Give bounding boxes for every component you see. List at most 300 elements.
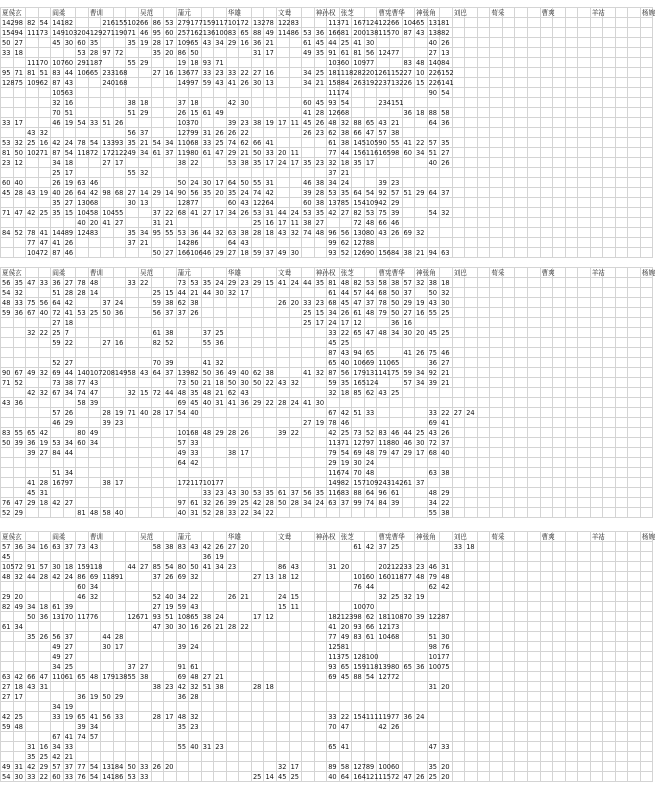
table-cell: 82 xyxy=(339,478,352,488)
table-cell xyxy=(515,148,528,158)
table-cell: 33 xyxy=(452,542,465,552)
table-cell xyxy=(465,572,478,582)
table-cell xyxy=(502,732,515,742)
table-cell xyxy=(314,478,327,488)
table-cell: 27 xyxy=(452,408,465,418)
table-cell xyxy=(377,682,390,692)
table-cell: 34 xyxy=(63,438,76,448)
table-cell: 62 xyxy=(427,582,440,592)
table-cell xyxy=(440,592,453,602)
table-cell: 32 xyxy=(314,368,327,378)
table-cell xyxy=(628,692,641,702)
table-cell: 31 xyxy=(38,488,51,498)
table-cell xyxy=(13,418,26,428)
table-cell: 100 xyxy=(378,762,391,771)
table-cell xyxy=(565,98,578,108)
table-cell: 37 xyxy=(63,542,76,552)
table-cell xyxy=(214,762,227,772)
table-cell: 234 xyxy=(378,98,391,107)
table-cell: 34 xyxy=(226,208,239,218)
table-cell xyxy=(615,68,628,78)
table-cell xyxy=(452,378,465,388)
header-cell xyxy=(251,268,264,278)
table-cell: 28 xyxy=(264,498,277,508)
table-cell xyxy=(289,672,302,682)
table-cell: 18 xyxy=(264,228,277,238)
table-cell: 34 xyxy=(389,328,402,338)
table-row xyxy=(1,88,653,98)
table-cell xyxy=(1,198,14,208)
table-cell: 59 xyxy=(1,308,14,318)
table-cell xyxy=(214,582,227,592)
table-cell xyxy=(277,672,290,682)
table-cell: 25 xyxy=(88,308,101,318)
table-cell xyxy=(327,572,340,582)
table-cell xyxy=(502,28,515,38)
table-cell xyxy=(590,418,603,428)
table-cell xyxy=(540,248,553,258)
table-cell: 33 xyxy=(327,712,340,722)
table-cell xyxy=(578,662,591,672)
table-cell xyxy=(640,652,653,662)
table-cell: 75 xyxy=(440,662,453,672)
table-cell: 28 xyxy=(226,622,239,632)
table-cell xyxy=(289,408,302,418)
table-cell xyxy=(364,318,377,328)
table-cell: 74 xyxy=(76,388,89,398)
table-cell xyxy=(477,702,490,712)
table-cell xyxy=(314,328,327,338)
table-cell: 54 xyxy=(427,208,440,218)
table-cell xyxy=(603,38,616,48)
table-cell xyxy=(590,118,603,128)
table-cell xyxy=(590,702,603,712)
table-cell xyxy=(490,478,503,488)
table-cell xyxy=(415,128,428,138)
table-cell xyxy=(38,318,51,328)
table-cell xyxy=(139,632,152,642)
table-cell: 18 xyxy=(63,158,76,168)
table-cell xyxy=(477,692,490,702)
table-cell: 43 xyxy=(88,378,101,388)
table-cell: 42 xyxy=(377,722,390,732)
table-cell xyxy=(590,288,603,298)
table-cell: 21 xyxy=(239,592,252,602)
table-cell xyxy=(578,288,591,298)
table-cell xyxy=(628,592,641,602)
table-cell xyxy=(465,108,478,118)
table-cell xyxy=(302,622,315,632)
table-cell xyxy=(515,138,528,148)
table-cell xyxy=(553,178,566,188)
table-cell xyxy=(440,198,453,208)
table-cell xyxy=(101,732,114,742)
table-cell xyxy=(76,248,89,258)
table-cell xyxy=(540,108,553,118)
table-cell: 16 xyxy=(264,218,277,228)
table-cell xyxy=(176,88,189,98)
table-cell: 36 xyxy=(26,438,39,448)
table-row xyxy=(1,288,653,298)
table-cell xyxy=(603,632,616,642)
header-cell: 曹爽 xyxy=(541,268,555,277)
table-cell xyxy=(640,622,653,632)
table-cell xyxy=(264,732,277,742)
table-cell xyxy=(289,722,302,732)
table-cell xyxy=(239,702,252,712)
table-cell xyxy=(628,128,641,138)
table-cell xyxy=(452,592,465,602)
table-cell xyxy=(377,238,390,248)
table-cell: 91 xyxy=(26,562,39,572)
table-cell xyxy=(76,498,89,508)
table-cell: 86 xyxy=(76,572,89,582)
table-cell: 53 xyxy=(164,18,177,28)
table-cell xyxy=(477,592,490,602)
table-cell xyxy=(440,692,453,702)
table-cell: 50 xyxy=(151,248,164,258)
table-cell: 96 xyxy=(327,228,340,238)
table-cell xyxy=(151,318,164,328)
table-cell xyxy=(164,732,177,742)
table-cell xyxy=(101,238,114,248)
header-cell xyxy=(615,8,628,18)
table-cell xyxy=(113,458,126,468)
table-cell xyxy=(415,742,428,752)
table-cell xyxy=(427,478,440,488)
table-cell: 32 xyxy=(88,592,101,602)
table-cell xyxy=(402,98,415,108)
table-cell xyxy=(339,542,352,552)
table-cell xyxy=(452,468,465,478)
table-cell xyxy=(490,298,503,308)
table-cell: 86 xyxy=(277,562,290,572)
table-cell xyxy=(76,458,89,468)
table-cell xyxy=(214,118,227,128)
table-cell: 25 xyxy=(251,772,264,782)
table-cell xyxy=(502,418,515,428)
table-cell: 119 xyxy=(378,712,391,721)
table-cell: 29 xyxy=(13,508,26,518)
table-cell xyxy=(289,662,302,672)
table-cell: 21 xyxy=(264,38,277,48)
table-cell xyxy=(327,592,340,602)
table-cell xyxy=(226,772,239,782)
table-cell: 68 xyxy=(189,428,202,438)
table-cell xyxy=(477,238,490,248)
table-cell: 37 xyxy=(402,288,415,298)
table-cell xyxy=(13,218,26,228)
table-cell: 14 xyxy=(139,188,152,198)
table-cell: 56 xyxy=(189,188,202,198)
table-cell xyxy=(452,368,465,378)
table-row xyxy=(1,28,653,38)
table-cell xyxy=(502,552,515,562)
table-cell: 47 xyxy=(364,128,377,138)
table-cell xyxy=(452,38,465,48)
table-cell xyxy=(1,742,14,752)
table-cell xyxy=(578,488,591,498)
table-cell: 36 xyxy=(201,552,214,562)
table-cell xyxy=(615,138,628,148)
table-cell xyxy=(440,602,453,612)
table-cell: 41 xyxy=(226,398,239,408)
table-cell xyxy=(452,58,465,68)
table-cell xyxy=(490,318,503,328)
table-cell xyxy=(38,158,51,168)
table-cell: 39 xyxy=(427,378,440,388)
table-cell xyxy=(502,188,515,198)
table-cell: 87 xyxy=(327,348,340,358)
table-cell: 29 xyxy=(415,188,428,198)
table-cell xyxy=(277,188,290,198)
table-cell xyxy=(490,128,503,138)
table-cell xyxy=(13,702,26,712)
table-cell xyxy=(76,298,89,308)
table-cell: 16 xyxy=(38,138,51,148)
table-cell xyxy=(88,702,101,712)
table-cell xyxy=(603,308,616,318)
table-cell: 58 xyxy=(126,368,139,378)
table-cell xyxy=(590,398,603,408)
table-cell xyxy=(277,368,290,378)
table-cell xyxy=(615,198,628,208)
table-cell xyxy=(164,508,177,518)
table-cell: 33 xyxy=(139,772,152,782)
table-cell xyxy=(515,702,528,712)
table-cell: 51 xyxy=(164,612,177,622)
table-cell: 51 xyxy=(51,468,64,478)
table-cell xyxy=(151,428,164,438)
table-cell xyxy=(13,448,26,458)
table-cell xyxy=(615,752,628,762)
table-cell xyxy=(640,28,653,38)
table-cell: 19 xyxy=(38,188,51,198)
table-cell xyxy=(176,652,189,662)
table-cell xyxy=(26,218,39,228)
table-cell xyxy=(264,338,277,348)
table-cell: 18 xyxy=(277,572,290,582)
table-cell xyxy=(88,498,101,508)
table-cell xyxy=(603,722,616,732)
table-cell xyxy=(603,642,616,652)
table-cell xyxy=(101,742,114,752)
table-cell xyxy=(540,118,553,128)
table-cell xyxy=(640,672,653,682)
table-cell: 40 xyxy=(427,158,440,168)
table-cell xyxy=(628,178,641,188)
table-cell xyxy=(515,168,528,178)
table-cell xyxy=(101,108,114,118)
table-cell: 41 xyxy=(189,208,202,218)
table-cell: 126 xyxy=(353,248,366,257)
table-cell: 54 xyxy=(364,188,377,198)
table-cell xyxy=(540,418,553,428)
table-cell: 30 xyxy=(164,622,177,632)
table-cell xyxy=(540,552,553,562)
table-cell xyxy=(477,682,490,692)
table-cell xyxy=(389,348,402,358)
table-cell: 142 xyxy=(177,238,191,247)
table-cell xyxy=(226,642,239,652)
table-cell xyxy=(226,712,239,722)
table-cell: 72 xyxy=(352,218,365,228)
table-cell xyxy=(515,378,528,388)
table-cell xyxy=(527,38,540,48)
table-cell: 24 xyxy=(327,318,340,328)
table-cell: 32 xyxy=(13,138,26,148)
header-cell xyxy=(76,532,89,542)
table-cell xyxy=(139,552,152,562)
table-cell: 20 xyxy=(164,762,177,772)
table-cell xyxy=(302,572,315,582)
table-cell xyxy=(540,288,553,298)
table-cell xyxy=(615,478,628,488)
table-cell xyxy=(565,612,578,622)
table-cell xyxy=(427,622,440,632)
table-row xyxy=(1,448,653,458)
table-cell xyxy=(415,702,428,712)
table-cell xyxy=(76,652,89,662)
header-cell: 杨婉 xyxy=(641,532,655,541)
table-cell xyxy=(640,418,653,428)
table-cell: 48 xyxy=(377,328,390,338)
table-cell: 43 xyxy=(88,542,101,552)
table-cell xyxy=(540,198,553,208)
table-cell xyxy=(226,168,239,178)
table-cell: 62 xyxy=(327,128,340,138)
table-cell xyxy=(565,348,578,358)
table-cell: 19 xyxy=(314,418,327,428)
table-cell xyxy=(251,552,264,562)
table-cell xyxy=(640,488,653,498)
table-cell: 138 xyxy=(365,28,379,37)
table-cell xyxy=(553,48,566,58)
table-cell: 140 xyxy=(428,58,442,67)
table-cell xyxy=(615,48,628,58)
table-cell xyxy=(640,762,653,772)
table-cell xyxy=(377,602,390,612)
table-cell: 32 xyxy=(277,762,290,772)
table-row xyxy=(1,238,653,248)
table-cell xyxy=(277,238,290,248)
table-cell xyxy=(565,478,578,488)
table-cell: 54 xyxy=(38,18,51,28)
table-cell xyxy=(302,18,315,28)
table-cell: 17 xyxy=(251,612,264,622)
table-cell xyxy=(477,78,490,88)
table-cell: 118 xyxy=(365,662,379,671)
table-cell xyxy=(603,368,616,378)
table-cell: 108 xyxy=(177,612,191,621)
table-cell xyxy=(38,178,51,188)
table-cell: 99 xyxy=(352,498,365,508)
table-cell: 182 xyxy=(328,612,341,621)
table-cell xyxy=(88,458,101,468)
table-cell xyxy=(553,378,566,388)
table-cell xyxy=(477,198,490,208)
table-cell: 19 xyxy=(415,298,428,308)
table-cell: 27 xyxy=(1,692,14,702)
table-cell: 28 xyxy=(38,478,51,488)
table-cell: 74 xyxy=(339,468,352,478)
table-cell: 33 xyxy=(327,328,340,338)
table-cell: 35 xyxy=(352,158,365,168)
table-cell xyxy=(490,632,503,642)
table-cell: 30 xyxy=(415,438,428,448)
table-cell xyxy=(477,468,490,478)
table-cell: 43 xyxy=(377,388,390,398)
table-cell: 61 xyxy=(327,138,340,148)
table-cell xyxy=(452,228,465,238)
table-cell xyxy=(578,138,591,148)
table-cell xyxy=(477,298,490,308)
table-cell: 42 xyxy=(364,542,377,552)
table-cell: 26 xyxy=(440,428,453,438)
table-cell xyxy=(477,248,490,258)
table-cell xyxy=(615,562,628,572)
table-cell: 36 xyxy=(415,662,428,672)
table-cell xyxy=(38,582,51,592)
table-cell: 25 xyxy=(302,318,315,328)
table-cell: 33 xyxy=(189,438,202,448)
table-cell xyxy=(364,508,377,518)
table-cell: 40 xyxy=(51,188,64,198)
table-cell xyxy=(302,138,315,148)
table-cell xyxy=(415,582,428,592)
table-cell: 28 xyxy=(151,38,164,48)
table-cell xyxy=(540,388,553,398)
table-cell xyxy=(578,682,591,692)
table-cell xyxy=(640,378,653,388)
table-cell xyxy=(189,328,202,338)
table-cell xyxy=(502,438,515,448)
table-cell xyxy=(1,652,14,662)
table-cell xyxy=(603,612,616,622)
table-cell xyxy=(603,378,616,388)
table-cell: 81 xyxy=(26,68,39,78)
table-cell xyxy=(603,18,616,28)
table-cell xyxy=(26,378,39,388)
table-cell xyxy=(515,732,528,742)
table-cell: 127 xyxy=(353,238,366,247)
table-cell xyxy=(63,218,76,228)
table-cell xyxy=(264,542,277,552)
table-cell: 22 xyxy=(139,278,152,288)
table-cell xyxy=(502,508,515,518)
table-cell xyxy=(26,552,39,562)
table-cell xyxy=(201,418,214,428)
table-cell: 99 xyxy=(189,128,202,138)
table-cell xyxy=(515,552,528,562)
table-cell xyxy=(490,158,503,168)
table-cell xyxy=(377,468,390,478)
table-cell xyxy=(565,308,578,318)
table-cell xyxy=(214,702,227,712)
table-cell xyxy=(502,672,515,682)
table-cell xyxy=(314,682,327,692)
table-cell xyxy=(565,68,578,78)
table-cell: 75 xyxy=(389,368,402,378)
table-cell xyxy=(640,582,653,592)
table-cell xyxy=(490,208,503,218)
table-cell: 34 xyxy=(214,38,227,48)
table-cell: 23 xyxy=(314,158,327,168)
table-cell xyxy=(452,632,465,642)
table-cell xyxy=(277,742,290,752)
table-cell: 43 xyxy=(427,428,440,438)
table-cell xyxy=(603,702,616,712)
